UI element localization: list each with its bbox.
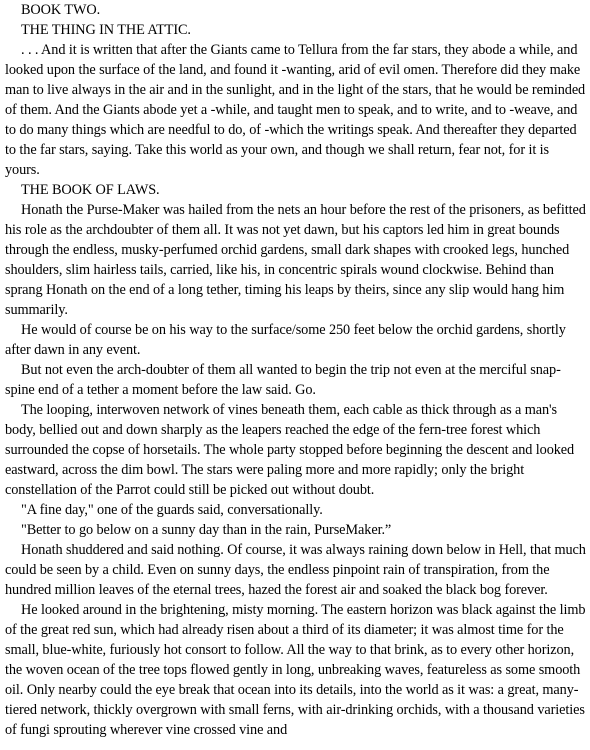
body-paragraph: But not even the arch-doubter of them all wanted to begin the trip not even at the merciful snap-spine end of a tether a moment before the law said. Go. <box>5 362 561 398</box>
body-paragraph: Honath shuddered and said nothing. Of course, it was always raining down below in Hell, that much could be seen by a child. Even on sunny days, the endless pinpoint rain of transpiration, from the hundred million leaves of the eternal trees, hazed the forest air and soaked the black bog forever. <box>5 542 586 598</box>
body-paragraph: Honath the Purse-Maker was hailed from the nets an hour before the rest of the prisoners, as befitted his role as the archdoubter of them all. It was not yet dawn, but his captors led him in great bounds through the endless, musky-perfumed orchid gardens, small dark shapes with crooked legs, hunched shoulders, slim hairless tails, carried, like his, in concentric spirals wound clockwise. Behind than sprang Honath on the end of a long tether, timing his leaps by theirs, since any slip would hang him summarily. <box>5 202 586 318</box>
epigraph-source: THE BOOK OF LAWS. <box>21 182 160 198</box>
body-paragraph: The looping, interwoven network of vines beneath them, each cable as thick through as a man's body, bellied out and down sharply as the leapers reached the edge of the fern-tree forest which surrounded the copse of horsetails. The whole party stopped before beginning the descent and looked eastward, across the dim bowl. The stars were paling more and more rapidly; only the bright constellation of the Parrot could still be picked out without doubt. <box>5 402 575 498</box>
book-heading: BOOK TWO. <box>21 2 101 18</box>
body-paragraph: He looked around in the brightening, misty morning. The eastern horizon was black against the limb of the great red sun, which had already risen about a third of its diameter; it was almost time for the small, blue-white, furiously hot consort to follow. All the way to that brink, as to every other horizon, the woven ocean of the tree tops flowed gently in long, unbreaking waves, featureless as some smooth oil. Only nearby could the eye break that ocean into its details, into the world as it was: a great, many-tiered network, thickly overgrown with small ferns, with air-drinking orchids, with a thousand varieties of fungi sprouting wherever vine crossed vine and <box>5 602 586 738</box>
dialogue-paragraph: "Better to go below on a sunny day than in the rain, PurseMaker.” <box>21 522 392 538</box>
epigraph-paragraph: . . . And it is written that after the Giants came to Tellura from the far stars, they abode a while, and looked upon the surface of the land, and found it -wanting, arid of evil omen. Therefore did they make man to live always in the air and in the sunlight, and in the light of the stars, that he would be reminded of them. And the Giants abode yet a -while, and taught men to speak, and to write, and to -weave, and to do many things which are needful to do, of -which the writings speak. And thereafter they departed to the far stars, saying. Take this world as your own, and though we shall return, fear not, for it is yours. <box>5 42 586 178</box>
chapter-heading: THE THING IN THE ATTIC. <box>21 22 191 38</box>
document-page <box>5 0 587 740</box>
dialogue-paragraph: "A fine day," one of the guards said, conversationally. <box>21 502 323 518</box>
body-paragraph: He would of course be on his way to the surface/some 250 feet below the orchid gardens, shortly after dawn in any event. <box>5 322 566 358</box>
